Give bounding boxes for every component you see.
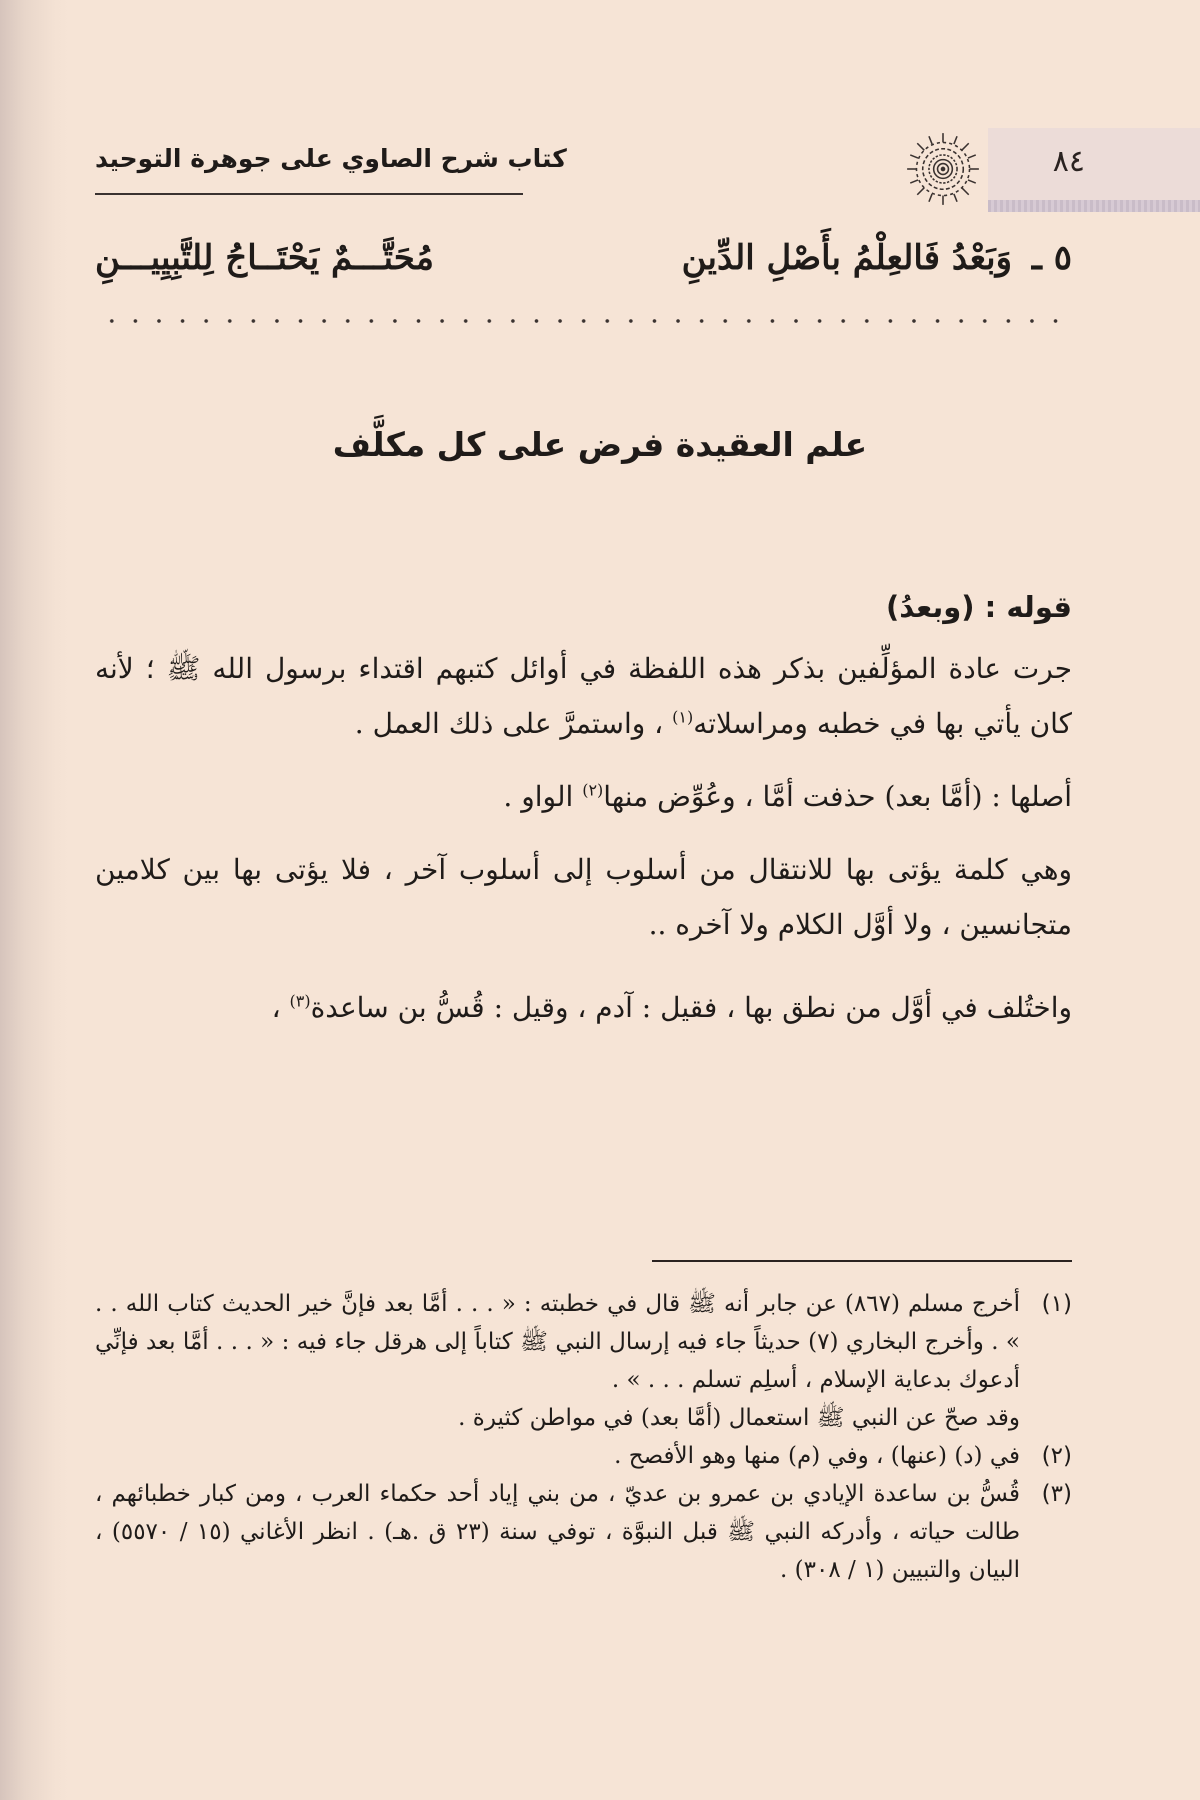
gutter-shadow <box>0 0 70 1800</box>
footnote-ref[interactable]: (٢) <box>582 780 604 800</box>
footnote-number: (١) <box>1041 1291 1072 1317</box>
running-title: كتاب شرح الصاوي على جوهرة التوحيد <box>95 144 567 173</box>
paragraph <box>95 842 1072 952</box>
body-text <box>95 580 1072 1035</box>
footnote-separator <box>652 1260 1072 1262</box>
paragraph <box>95 769 1072 824</box>
paragraph-text: وهي كلمة يؤتى بها للانتقال من أسلوب إلى أسلوب آخر ، فلا يؤتى بها بين كلامين متجانسين ، ولا أوَّل الكلام ولا آخره .. <box>95 853 1072 941</box>
paragraph-text: الواو . <box>503 780 583 813</box>
footnote-text: قُسُّ بن ساعدة الإيادي بن عمرو بن عديّ ، من بني إياد أحد حكماء العرب ، ومن كبار خطبائهم ، طالت حياته ، وأدركه النبي ﷺ قبل النبوَّة ، توفي سنة (٢٣ ق .هـ) . انظر الأغاني (١٥ / ٥٥٧٠) ، البيان والتبيين (١ / ٣٠٨) . <box>95 1481 1020 1583</box>
footnote-number: (٢) <box>1041 1443 1072 1469</box>
footnote-2 <box>95 1437 1072 1475</box>
paragraph-text: جرت عادة المؤلِّفين بذكر هذه اللفظة في أوائل كتبهم اقتداء برسول الله ﷺ ؛ لأنه كان يأتي بها في خطبه ومراسلاته <box>95 652 1072 740</box>
running-title-rule <box>95 193 523 195</box>
footnote-body <box>95 1285 1020 1437</box>
footnote-text: أخرج مسلم (٨٦٧) عن جابر أنه ﷺ قال في خطبته : « . . . أمَّا بعد فإنَّ خير الحديث كتاب الله . . » . وأخرج البخاري (٧) حديثاً جاء فيه إرسال النبي ﷺ كتاباً إلى هرقل جاء فيه : « . . . أمَّا بعد فإنِّي أدعوك بدعاية الإسلام ، أسلِم تسلم . . . » . <box>95 1291 1020 1393</box>
paragraph <box>95 980 1072 1035</box>
footnote-body <box>95 1475 1020 1589</box>
footnote-ref[interactable]: (١) <box>672 707 694 727</box>
paragraph-text: واختُلف في أوَّل من نطق بها ، فقيل : آدم ، وقيل : قُسُّ بن ساعدة <box>310 991 1072 1024</box>
rosette-ornament-icon <box>904 130 982 208</box>
paragraph-text: ، واستمرَّ على ذلك العمل . <box>354 707 673 740</box>
footnote-body <box>95 1437 1020 1475</box>
quote-label: قوله : (وبعدُ) <box>886 590 1072 624</box>
footnotes <box>95 1285 1072 1589</box>
verse-second-hemistich: مُحَتَّـــمٌ يَحْتَــاجُ لِلتَّبِيِيـــنِ <box>95 238 434 278</box>
paragraph-text: ، <box>271 991 290 1024</box>
footnote-1 <box>95 1285 1072 1437</box>
dotted-separator <box>100 318 1072 324</box>
footnote-3 <box>95 1475 1072 1589</box>
page-number: ٨٤ <box>1052 144 1085 179</box>
paragraph-text: أصلها : (أمَّا بعد) حذفت أمَّا ، وعُوِّض منها <box>603 780 1072 813</box>
footnote-ref[interactable]: (٣) <box>289 991 311 1011</box>
footnote-text: في (د) (عنها) ، وفي (م) منها وهو الأفصح . <box>614 1443 1020 1469</box>
footnote-number: (٣) <box>1041 1481 1072 1507</box>
footnote-text: وقد صحّ عن النبي ﷺ استعمال (أمَّا بعد) في مواطن كثيرة . <box>458 1405 1020 1431</box>
page-number-band <box>988 128 1200 202</box>
verse-line <box>95 232 1072 292</box>
paragraph <box>95 641 1072 751</box>
running-header <box>0 128 1200 208</box>
section-heading: علم العقيدة فرض على كل مكلَّف <box>332 425 868 464</box>
verse-number: ٥ ـ <box>1031 238 1072 278</box>
verse-first-hemistich: وَبَعْدُ فَالعِلْمُ بأَصْلِ الدِّينِ <box>681 238 1012 278</box>
